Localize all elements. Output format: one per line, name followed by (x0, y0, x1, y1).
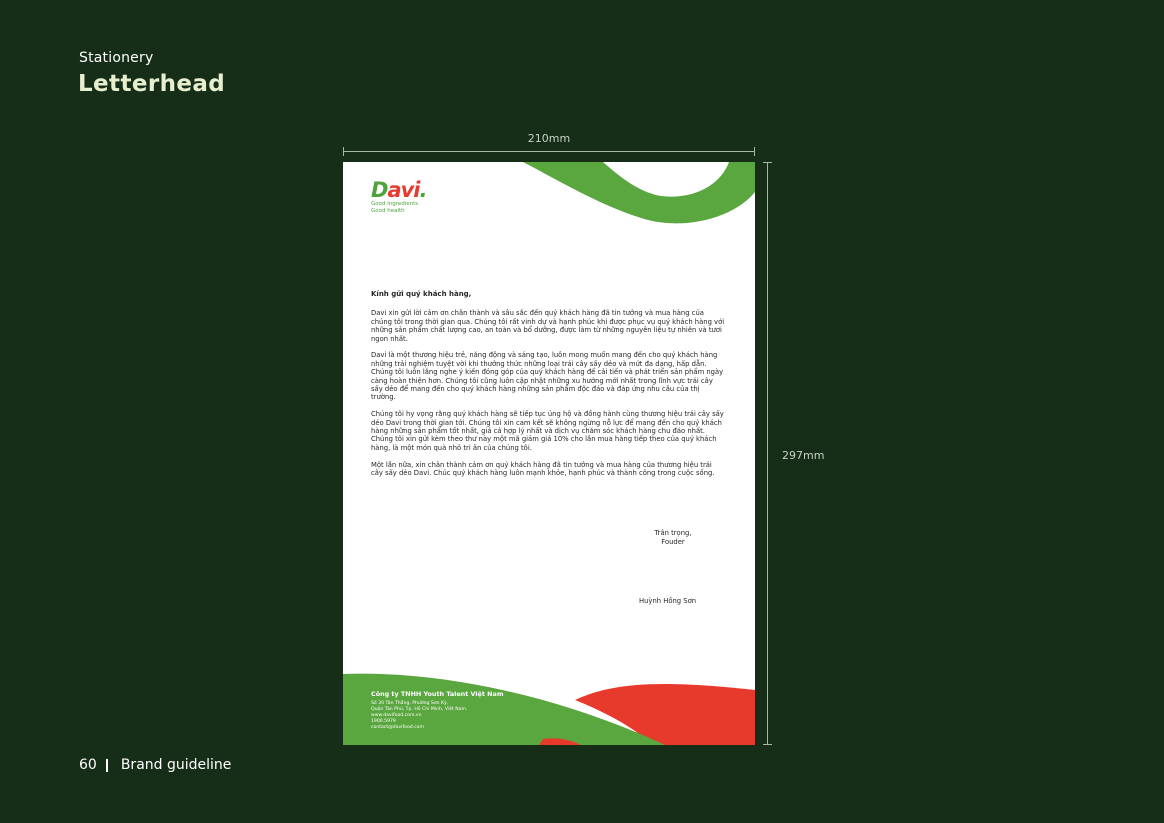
letterhead-footer (371, 690, 503, 731)
footer-phone: 1900.5979 (371, 718, 396, 724)
section-label: Stationery (79, 50, 154, 66)
footer-guideline-label: Brand guideline (120, 757, 232, 773)
davi-logo (371, 180, 426, 214)
letter-paragraph: Davi xin gửi lời cảm ơn chân thành và sâu sắc đến quý khách hàng đã tin tưởng và mua hàng của chúng tôi trong thời gian qua. Chúng tôi rất vinh dự và hạnh phúc khi được phục vụ quý khách hàng với những sản phẩm chất lượng cao, an toàn và bổ dưỡng, được làm từ những nguyên liệu tự nhiên và tươi ngon nhất. (371, 309, 725, 343)
logo-mark (371, 180, 426, 200)
logo-letter-d: D (371, 178, 388, 202)
closing-salutation: Trân trọng, (654, 529, 692, 537)
signer-name: Huỳnh Hồng Sơn (639, 597, 697, 605)
footer-website: www.davifood.com.vn (371, 712, 422, 718)
width-dimension-label: 210mm (527, 132, 571, 145)
page-title: Letterhead (78, 71, 226, 97)
page-number: 60 (79, 757, 97, 773)
letter-body (371, 290, 725, 486)
footer-company-name: Công ty TNHH Youth Talent Việt Nam (371, 690, 504, 698)
footer-address-2: Quận Tân Phú, Tp. Hồ Chí Minh, Việt Nam. (371, 706, 468, 712)
letter-paragraph: Davi là một thương hiệu trẻ, năng động và sáng tạo, luôn mong muốn mang đến cho quý khách hàng những trải nghiệm tuyệt vời khi thưởng thức những loại trái cây sấy dẻo và mứt đa dạng, hấp dẫn. Chúng tôi luôn lắng nghe ý kiến đóng góp của quý khách hàng để cải tiến và phát triển sản phẩm ngày càng hoàn thiện hơn. Chúng tôi cũng luôn cập nhật những xu hướng mới nhất trong lĩnh vực trái cây sấy dẻo để mang đến cho quý khách hàng những sản phẩm độc đáo và đáp ứng nhu cầu của thị trường. (371, 351, 724, 402)
logo-letters-avi: avi (387, 178, 420, 202)
letterhead-sheet (343, 162, 755, 745)
letter-greeting: Kính gửi quý khách hàng, (371, 290, 472, 298)
footer-divider (106, 759, 108, 772)
footer-email: contact@davifood.com (371, 724, 424, 730)
height-dimension-line (763, 162, 773, 745)
logo-tagline-2: Good health (371, 208, 405, 214)
letter-paragraph: Chúng tôi hy vọng rằng quý khách hàng sẽ tiếp tục ủng hộ và đồng hành cùng thương hiệu trái cây sấy dẻo Davi trong thời gian tới. Chúng tôi xin cam kết sẽ không ngừng nỗ lực để mang đến cho quý khách hàng những sản phẩm tốt nhất, giá cả hợp lý nhất và dịch vụ chăm sóc khách hàng chu đáo nhất. Chúng tôi xin gửi kèm theo thư này một mã giảm giá 10% cho lần mua hàng tiếp theo của quý khách hàng, là một món quà nhỏ tri ân của chúng tôi. (371, 410, 724, 452)
width-dimension-line (343, 147, 755, 157)
letter-paragraph: Một lần nữa, xin chân thành cảm ơn quý khách hàng đã tin tưởng và mua hàng của thương hiệu trái cây sấy dẻo Davi. Chúc quý khách hàng luôn mạnh khỏe, hạnh phúc và thành công trong cuộc sống. (371, 460, 715, 478)
logo-dot: . (419, 178, 427, 202)
footer-address-1: Số 30 Tân Thắng, Phường Sơn Kỳ, (371, 701, 449, 706)
letter-closing (643, 529, 703, 547)
closing-role: Fouder (661, 538, 685, 546)
height-dimension-label: 297mm (782, 449, 825, 462)
page-footer (79, 757, 231, 773)
logo-tagline-1: Good ingredients (371, 201, 419, 207)
